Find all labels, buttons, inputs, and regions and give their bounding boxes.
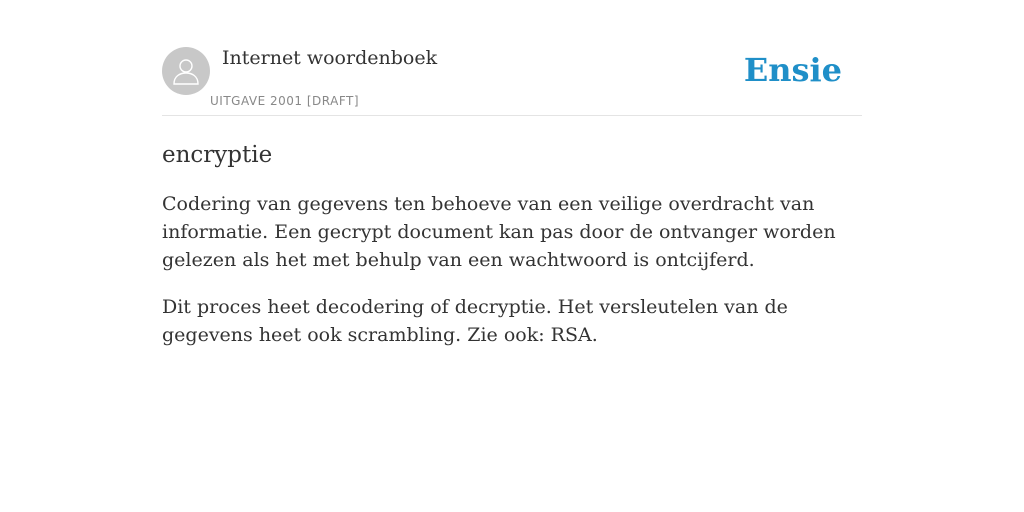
entry-paragraph: Codering van gegevens ten behoeve van een veilige overdracht van informatie. Een gecrypt document kan pas door de ontvanger worden gelezen als het met behulp van een wachtwoord is ontcijferd.: [162, 193, 836, 271]
entry-title: encryptie: [162, 142, 273, 168]
author-avatar[interactable]: [162, 47, 210, 95]
edition-label: UITGAVE 2001 [DRAFT]: [210, 94, 360, 108]
author-name[interactable]: Internet woordenboek: [222, 47, 438, 69]
user-icon: [171, 56, 201, 86]
entry-body: [162, 190, 862, 349]
header: [162, 47, 862, 116]
ensie-logo[interactable]: Ensie: [743, 51, 842, 89]
page: [162, 0, 862, 349]
entry-paragraph: Dit proces heet decodering of decryptie. Het versleutelen van de gegevens heet ook scrambling. Zie ook: RSA.: [162, 296, 788, 346]
